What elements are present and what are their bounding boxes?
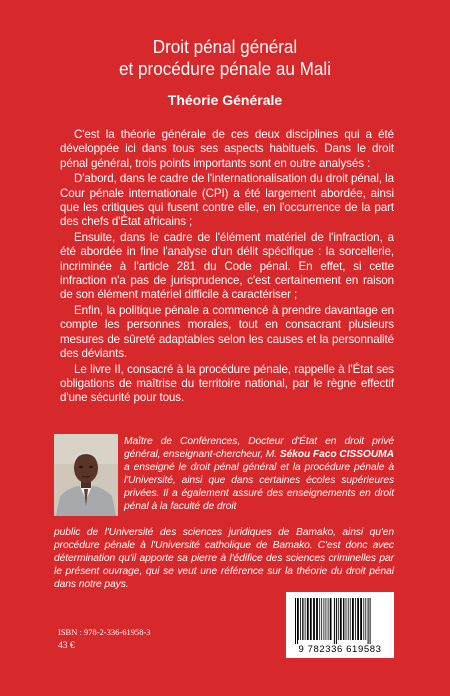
blurb-paragraph: Ensuite, dans le cadre de l'élément matériel de l'infraction, a été abordée in fine l'analyse d'un délit spécifique : la sorcellerie, incriminée à l'article 281 du Code pénal. En effet, si cette infraction n'a pas de jurisprudence, c'est certainement en raison de son élément matériel difficile à caractériser ; (60, 231, 394, 302)
author-bio (124, 435, 394, 513)
barcode-bar (368, 598, 369, 644)
barcode-bar (305, 598, 306, 640)
blurb-paragraph: C'est la théorie générale de ces deux disciplines qui a été développée ici dans tous ses aspects habituels. Dans le droit pénal général, trois points importants sont en outre analysés : (60, 128, 394, 170)
barcode-bar (348, 598, 349, 640)
barcode-bar (360, 598, 362, 640)
isbn-barcode (286, 592, 394, 658)
barcode-bar (295, 598, 296, 644)
barcode-bar (319, 598, 320, 640)
barcode-bar (307, 598, 309, 640)
barcode-digits: 9 782336 619583 (298, 644, 382, 655)
barcode-bar (338, 598, 339, 640)
barcode-bar (316, 598, 318, 640)
barcode-bar (298, 598, 299, 640)
author-photo (54, 434, 118, 516)
author-bio-continued (54, 526, 394, 591)
barcode-bar (346, 598, 347, 640)
back-cover-blurb (60, 128, 394, 407)
blurb-paragraph: Le livre II, consacré à la procédure pénale, rappelle à l'État ses obligations de maîtrise du territoire national, par le règne effectif d'une sécurité pour tous. (60, 362, 394, 405)
barcode-bar (343, 598, 344, 640)
barcode-bar (365, 598, 366, 640)
book-title-line-2: et procédure pénale au Mali (119, 59, 331, 79)
isbn-text: ISBN : 978-2-336-61958-3 (58, 627, 151, 637)
barcode-bar (355, 598, 356, 640)
book-title (68, 36, 382, 80)
blurb-paragraph: Enfin, la politique pénale a commencé à prendre davantage en compte les personnes morales, tout en consacrant plusieurs mesures de sûreté adaptables selon les causes et la personnalité des déviants. (60, 304, 394, 361)
barcode-bar (330, 598, 332, 640)
barcode-bar (370, 598, 371, 644)
barcode-bar (336, 598, 337, 644)
barcode-bar (340, 598, 342, 640)
price-text: 43 € (58, 641, 75, 651)
author-name: Sékou Faco CISSOUMA (279, 449, 394, 461)
book-subtitle: Théorie Générale (167, 92, 283, 108)
blurb-paragraph: D'abord, dans le cadre de l'internationalisation du droit pénal, la Cour pénale internationale (CPI) a été largement abordée, ainsi que les critiques qui fusent contre elle, en l'occurrence de la part des chefs d'État africains ; (60, 172, 394, 229)
barcode-bar (350, 598, 351, 640)
barcode-bar (363, 598, 364, 640)
barcode-bar (326, 598, 327, 640)
author-bio-intro: Maître de Conférences, Docteur d'État en droit privé général, enseignant-chercheur, M. (124, 436, 394, 461)
barcode-bar (302, 598, 303, 640)
barcode-bar (300, 598, 301, 640)
barcode-bar (334, 598, 335, 644)
author-bio-continuation: public de l'Université des sciences juridiques de Bamako, ainsi qu'en procédure pénale à l'Université catholique de Bamako. C'est donc avec détermination qu'il apporte sa pierre à l'édifice des sciences criminelles par le présent ouvrage, qui se veut une référence sur la théorie du droit pénal dans notre pays. (54, 527, 394, 591)
barcode-bar (310, 598, 312, 640)
barcode-bar (321, 598, 322, 640)
author-bio-paragraph (124, 435, 394, 513)
barcode-bar (324, 598, 325, 640)
barcode-bar (313, 598, 315, 640)
barcode-bar (297, 598, 298, 644)
barcode-bar (357, 598, 359, 640)
author-bio-body: a enseigné le droit pénal général et la procédure pénale à l'Université, ainsi que dans certaines écoles supérieures privées. Il a également assuré des enseignements en droit pénal à la faculté de droit (124, 462, 394, 513)
barcode-bar (352, 598, 354, 640)
barcode-bar (328, 598, 329, 640)
book-title-line-1: Droit pénal général (152, 37, 298, 57)
barcode-bars (286, 592, 394, 646)
